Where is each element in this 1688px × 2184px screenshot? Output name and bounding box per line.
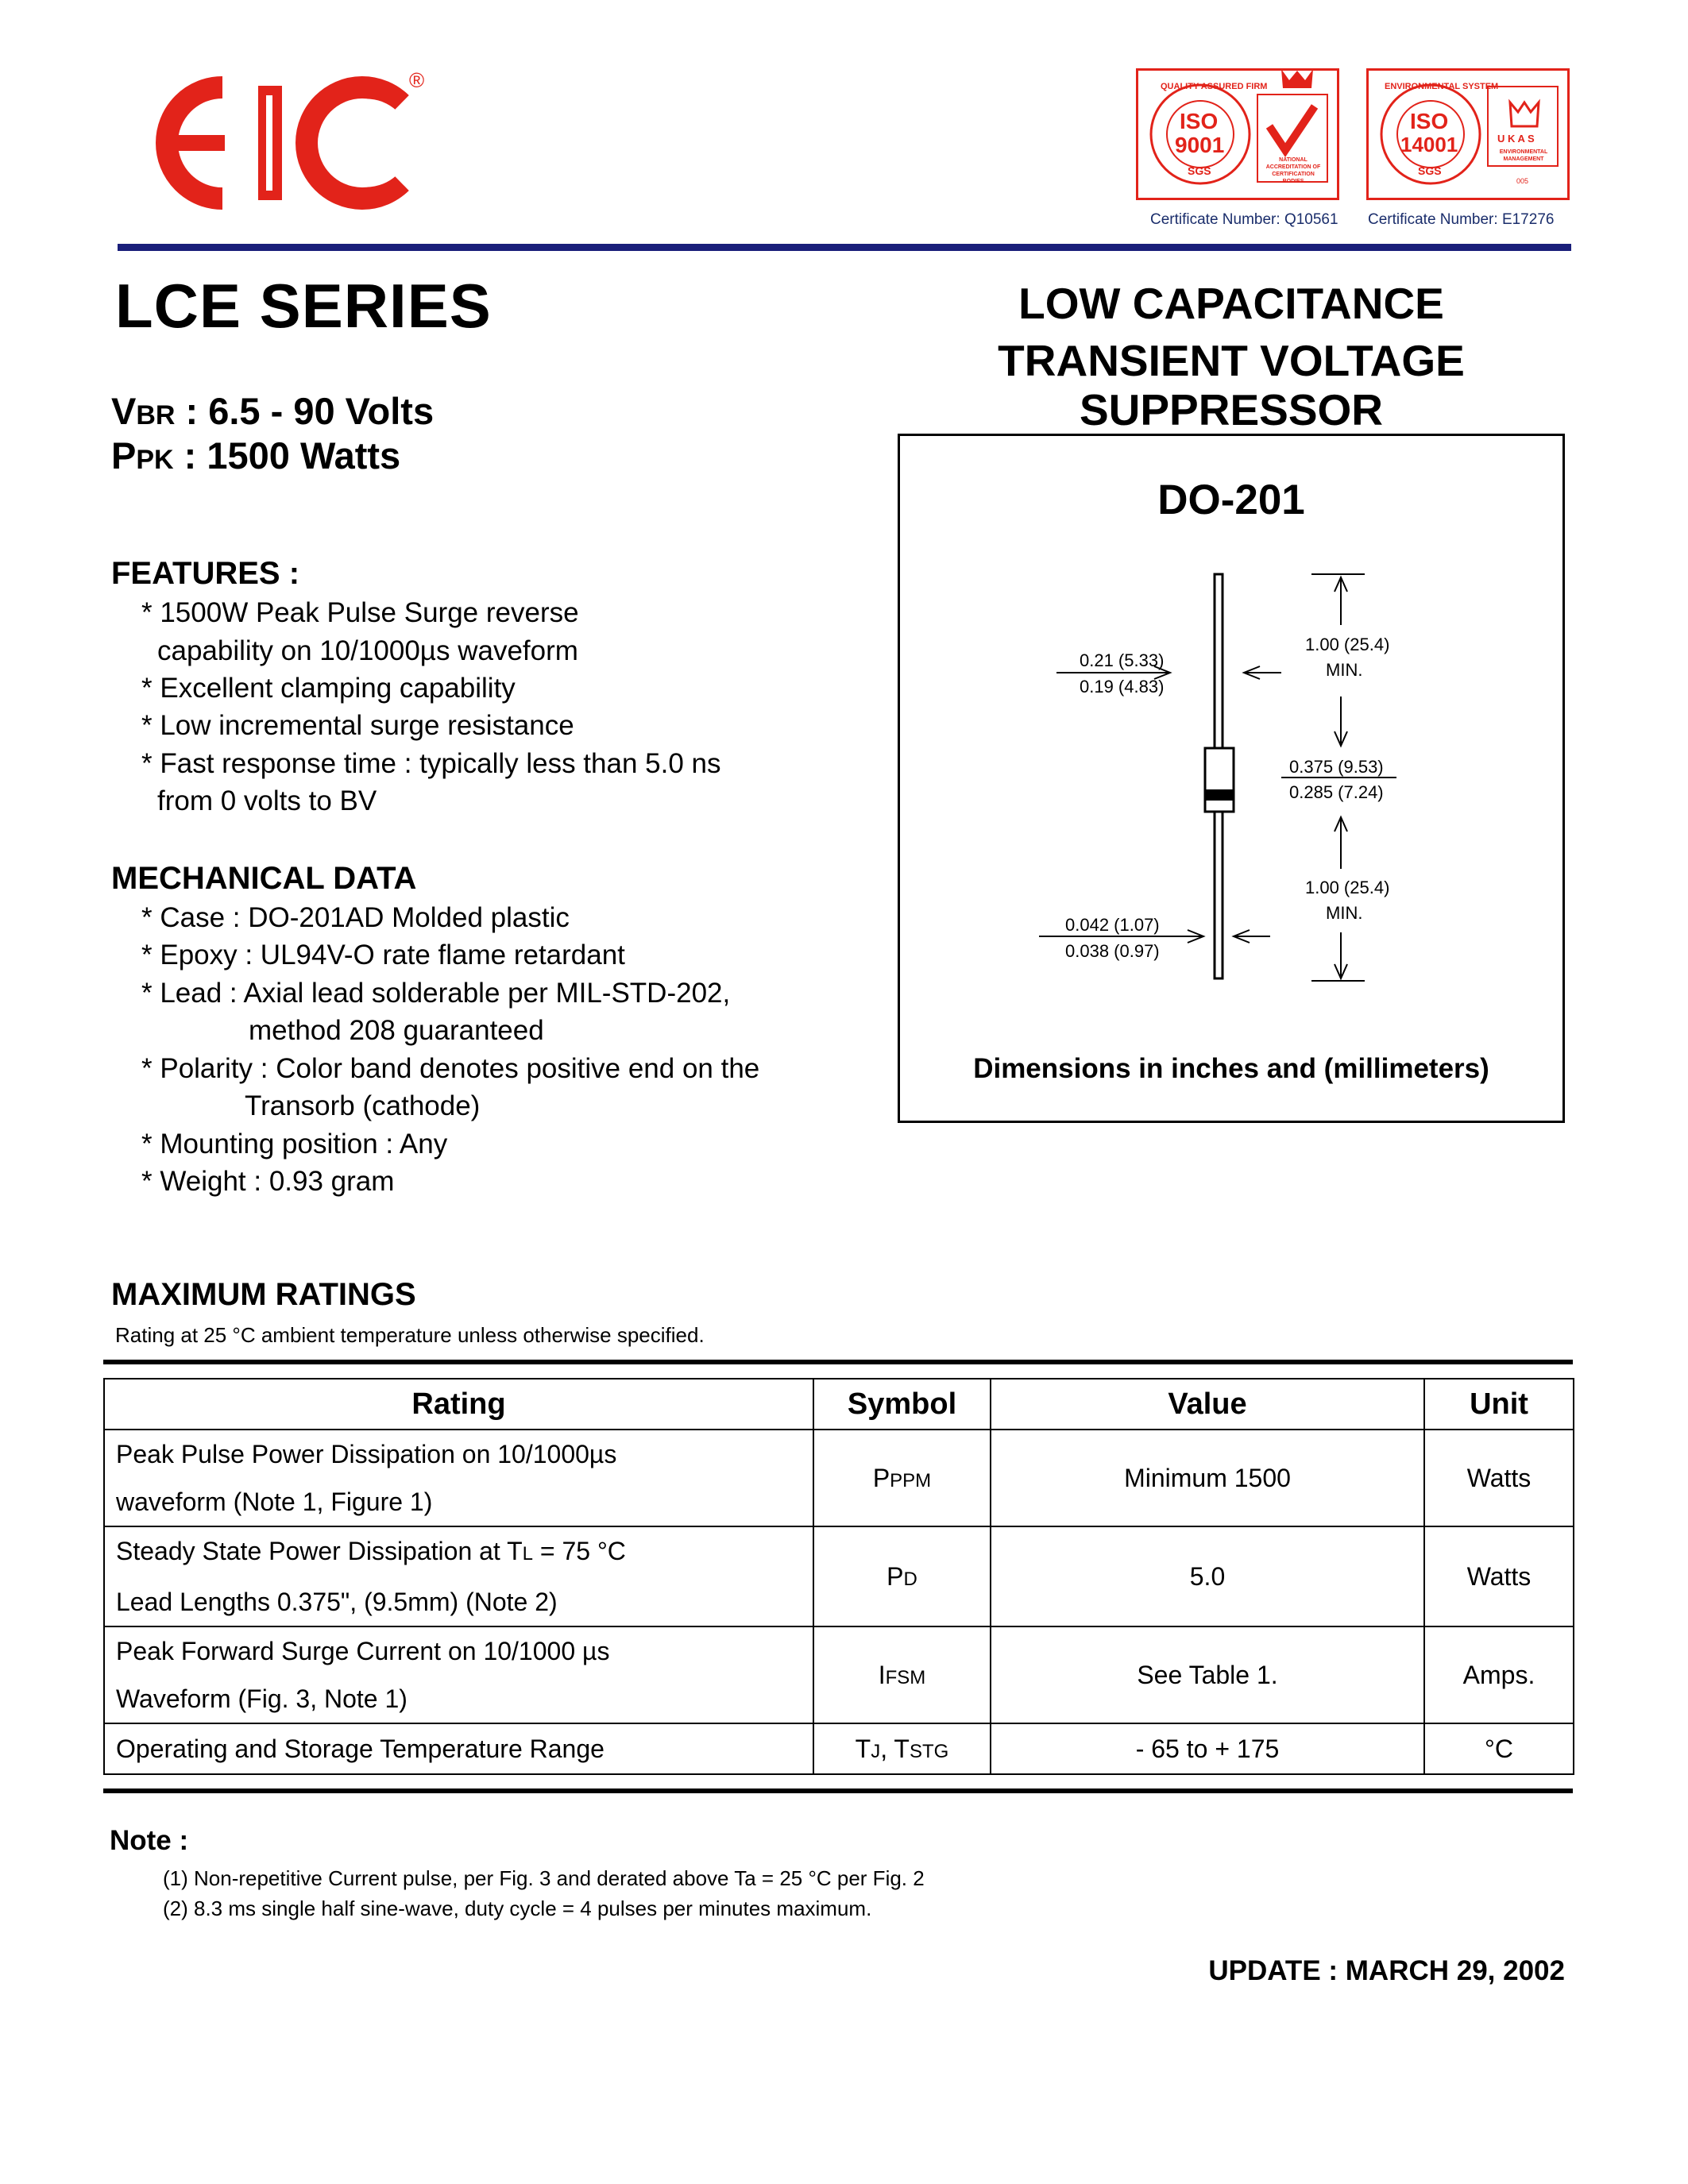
ratings-table: [103, 1378, 1574, 1775]
rating-cell: Steady State Power Dissipation at TL = 75 °C Lead Lengths 0.375", (9.5mm) (Note 2): [104, 1526, 813, 1626]
dim-body-diameter-min: 0.19 (4.83): [1080, 677, 1165, 696]
feature-line: from 0 volts to BV: [157, 785, 377, 816]
lead-bottom: [1215, 812, 1223, 978]
vbr-spec: VBR : 6.5 - 90 Volts: [111, 390, 435, 432]
eic-logo-mark: [147, 71, 433, 214]
series-title: LCE SERIES: [115, 271, 492, 341]
dim-lead-diameter-min: 0.038 (0.97): [1065, 941, 1160, 961]
iso-14001-label: ISO: [1410, 109, 1449, 133]
iso-14001-badge: [1366, 68, 1570, 200]
dim-lead-length-top: 1.00 (25.4): [1305, 635, 1390, 654]
mechanical-line: * Case : DO-201AD Molded plastic: [141, 902, 570, 933]
symbol-cell: TJ, TSTG: [813, 1723, 991, 1774]
value-cell: Minimum 1500: [991, 1430, 1424, 1526]
header-rule: [118, 244, 1571, 251]
feature-line: * Fast response time : typically less than 5.0 ns: [141, 748, 721, 779]
symbol-cell: PD: [813, 1526, 991, 1626]
product-title-line-2: TRANSIENT VOLTAGE: [998, 336, 1465, 385]
table-row: [104, 1526, 1574, 1626]
unit-cell: Watts: [1424, 1526, 1574, 1626]
ratings-subheading: Rating at 25 °C ambient temperature unless otherwise specified.: [115, 1323, 705, 1347]
column-header: Symbol: [813, 1379, 991, 1430]
note-line: (2) 8.3 ms single half sine-wave, duty cycle = 4 pulses per minutes maximum.: [163, 1897, 872, 1920]
mechanical-heading: MECHANICAL DATA: [111, 861, 417, 896]
table-row: [104, 1723, 1574, 1774]
mechanical-line: * Polarity : Color band denotes positive end on the: [141, 1053, 760, 1084]
mechanical-line: * Epoxy : UL94V-O rate flame retardant: [141, 940, 625, 970]
dim-body-length-min: 0.285 (7.24): [1289, 782, 1384, 802]
symbol-cell: IFSM: [813, 1626, 991, 1723]
certificate-number-2: Certificate Number: E17276: [1368, 211, 1555, 228]
rating-cell: Peak Pulse Power Dissipation on 10/1000µs waveform (Note 1, Figure 1): [104, 1430, 813, 1526]
dimensions-caption: Dimensions in inches and (millimeters): [973, 1053, 1489, 1084]
value-cell: 5.0: [991, 1526, 1424, 1626]
iso-9001-label: ISO: [1180, 109, 1219, 133]
dim-lead-length-bottom-min: MIN.: [1326, 903, 1363, 923]
mechanical-line: Transorb (cathode): [245, 1090, 481, 1121]
update-date: UPDATE : MARCH 29, 2002: [1208, 1955, 1565, 1986]
diode-body: [1205, 748, 1234, 812]
column-header: Value: [991, 1379, 1424, 1430]
accreditation-label: NATIONAL ACCREDITATION OF CERTIFICATION BODIES: [1265, 157, 1321, 184]
feature-line: * Low incremental surge resistance: [141, 710, 574, 741]
unit-cell: Watts: [1424, 1430, 1574, 1526]
table-top-rule: [103, 1360, 1573, 1364]
notes-heading: Note :: [110, 1825, 189, 1856]
column-header: Rating: [104, 1379, 813, 1430]
value-cell: - 65 to + 175: [991, 1723, 1424, 1774]
symbol-cell: PPPM: [813, 1430, 991, 1526]
feature-line: capability on 10/1000µs waveform: [157, 635, 578, 666]
ppk-spec: PPK : 1500 Watts: [111, 434, 401, 477]
unit-cell: Amps.: [1424, 1626, 1574, 1723]
registered-mark: ®: [409, 68, 425, 92]
mechanical-line: method 208 guaranteed: [249, 1015, 544, 1046]
package-drawing: [900, 436, 1562, 1121]
iso-9001-badge-top: QUALITY ASSURED FIRM: [1161, 82, 1268, 91]
table-header-row: [104, 1379, 1574, 1430]
certification-badges: [1136, 68, 1577, 235]
dim-lead-diameter-max: 0.042 (1.07): [1065, 915, 1160, 935]
sgs-label-2: SGS: [1418, 164, 1442, 177]
unit-cell: °C: [1424, 1723, 1574, 1774]
eic-logo: [147, 68, 433, 214]
value-cell: See Table 1.: [991, 1626, 1424, 1723]
table-bottom-rule: [103, 1788, 1573, 1793]
dim-body-diameter-max: 0.21 (5.33): [1080, 650, 1165, 670]
dim-body-length-max: 0.375 (9.53): [1289, 757, 1384, 777]
mechanical-line: * Weight : 0.93 gram: [141, 1166, 395, 1197]
rating-cell: Operating and Storage Temperature Range: [104, 1723, 813, 1774]
dim-lead-length-top-min: MIN.: [1326, 660, 1363, 680]
rating-cell: Peak Forward Surge Current on 10/1000 µs Waveform (Fig. 3, Note 1): [104, 1626, 813, 1723]
ukas-sub-label: ENVIRONMENTAL MANAGEMENT: [1499, 149, 1548, 162]
iso-9001-number: 9001: [1175, 133, 1225, 157]
table-row: [104, 1430, 1574, 1526]
cathode-band: [1205, 789, 1234, 801]
sgs-label: SGS: [1188, 164, 1211, 177]
note-line: (1) Non-repetitive Current pulse, per Fig. 3 and derated above Ta = 25 °C per Fig. 2: [163, 1866, 925, 1890]
lead-top: [1215, 574, 1223, 754]
product-title-line-3: SUPPRESSOR: [1079, 385, 1384, 434]
iso-14001-number: 14001: [1400, 133, 1458, 156]
ratings-heading: MAXIMUM RATINGS: [111, 1277, 416, 1312]
certificate-number-1: Certificate Number: Q10561: [1150, 211, 1338, 228]
table-row: [104, 1626, 1574, 1723]
mechanical-line: * Lead : Axial lead solderable per MIL-STD-202,: [141, 978, 731, 1009]
column-header: Unit: [1424, 1379, 1574, 1430]
package-outline-box: [898, 434, 1565, 1123]
feature-line: * 1500W Peak Pulse Surge reverse: [141, 597, 579, 628]
iso-9001-badge: [1136, 68, 1339, 200]
ukas-number: 005: [1516, 177, 1529, 185]
features-heading: FEATURES :: [111, 556, 300, 591]
feature-line: * Excellent clamping capability: [141, 673, 516, 704]
ukas-label: U K A S: [1497, 133, 1535, 145]
product-title-line-1: LOW CAPACITANCE: [1018, 279, 1444, 328]
dim-lead-length-bottom: 1.00 (25.4): [1305, 878, 1390, 897]
iso-14001-badge-top: ENVIRONMENTAL SYSTEM: [1385, 82, 1499, 91]
package-name: DO-201: [1157, 477, 1305, 523]
mechanical-line: * Mounting position : Any: [141, 1129, 448, 1160]
